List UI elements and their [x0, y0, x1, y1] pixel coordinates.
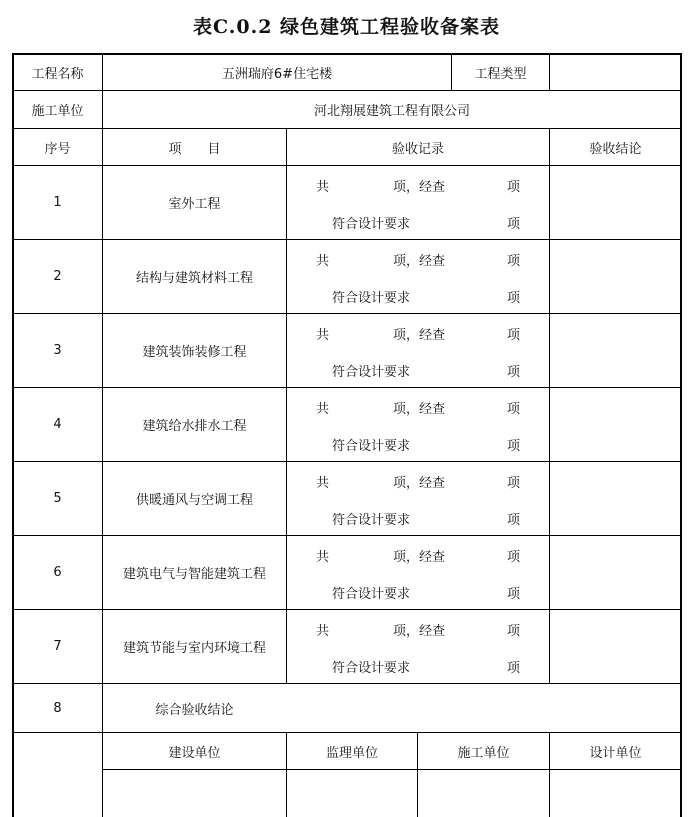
record-unit: 项: [507, 476, 521, 491]
row-item: 室外工程: [168, 197, 221, 212]
record-unit: 项: [507, 328, 521, 343]
record-unit: 项: [507, 217, 521, 232]
record-total: 共: [316, 328, 330, 343]
row-no: 5: [53, 491, 62, 506]
signoff-owner: 建设单位: [168, 745, 221, 761]
record-unit: 项: [507, 624, 521, 639]
record-check: 项，经查: [393, 254, 446, 269]
signoff-supervisor: 监理单位: [325, 745, 378, 761]
row-item: 建筑节能与室内环境工程: [122, 641, 266, 656]
record-total: 共: [316, 254, 330, 269]
record-unit: 项: [507, 365, 521, 380]
record-meets: 符合设计要求: [332, 513, 411, 528]
signoff-designer: 设计单位: [589, 745, 642, 761]
column-record: 验收记录: [391, 141, 444, 157]
record-check: 项，经查: [393, 624, 446, 639]
record-meets: 符合设计要求: [332, 365, 411, 380]
record-unit: 项: [507, 661, 521, 676]
record-meets: 符合设计要求: [332, 291, 411, 306]
signoff-builder: 施工单位: [457, 745, 510, 761]
record-unit: 项: [507, 402, 521, 417]
record-unit: 项: [507, 513, 521, 528]
record-unit: 项: [507, 180, 521, 195]
row-no: 2: [53, 269, 62, 284]
record-check: 项，经查: [393, 402, 446, 417]
record-meets: 符合设计要求: [332, 661, 411, 676]
row-no: 4: [53, 417, 62, 432]
contractor-label: 施工单位: [31, 104, 84, 119]
record-unit: 项: [507, 291, 521, 306]
form-title: 表C.0.2 绿色建筑工程验收备案表: [192, 16, 501, 38]
row-item: 供暖通风与空调工程: [135, 493, 253, 508]
row-no: 3: [53, 343, 62, 358]
record-unit: 项: [507, 550, 521, 565]
project-type-value: [550, 54, 681, 90]
row-no: 7: [53, 639, 62, 654]
record-check: 项，经查: [393, 328, 446, 343]
record-check: 项，经查: [393, 550, 446, 565]
row-item: 建筑电气与智能建筑工程: [122, 567, 266, 582]
record-check: 项，经查: [393, 476, 446, 491]
record-total: 共: [316, 180, 330, 195]
summary-item: 综合验收结论: [155, 702, 234, 718]
record-meets: 符合设计要求: [332, 439, 411, 454]
summary-no: 8: [53, 700, 62, 716]
record-unit: 项: [507, 439, 521, 454]
project-type-label: 工程类型: [474, 66, 527, 82]
row-item: 结构与建筑材料工程: [135, 271, 253, 286]
record-total: 共: [316, 550, 330, 565]
record-unit: 项: [507, 254, 521, 269]
record-total: 共: [316, 402, 330, 417]
project-name-value: 五洲瑞府6#住宅楼: [221, 66, 333, 82]
row-item: 建筑给水排水工程: [142, 419, 247, 434]
column-conclusion: 验收结论: [589, 141, 642, 157]
record-total: 共: [316, 476, 330, 491]
row-item: 建筑装饰装修工程: [142, 345, 247, 360]
contractor-value: 河北翔展建筑工程有限公司: [313, 104, 470, 119]
row-no: 6: [53, 565, 62, 580]
column-item: 项 目: [168, 141, 221, 157]
row-no: 1: [53, 195, 62, 210]
column-no: 序号: [44, 141, 71, 157]
record-meets: 符合设计要求: [332, 587, 411, 602]
record-meets: 符合设计要求: [332, 217, 411, 232]
record-unit: 项: [507, 587, 521, 602]
record-total: 共: [316, 624, 330, 639]
project-name-label: 工程名称: [31, 66, 84, 82]
record-check: 项，经查: [393, 180, 446, 195]
